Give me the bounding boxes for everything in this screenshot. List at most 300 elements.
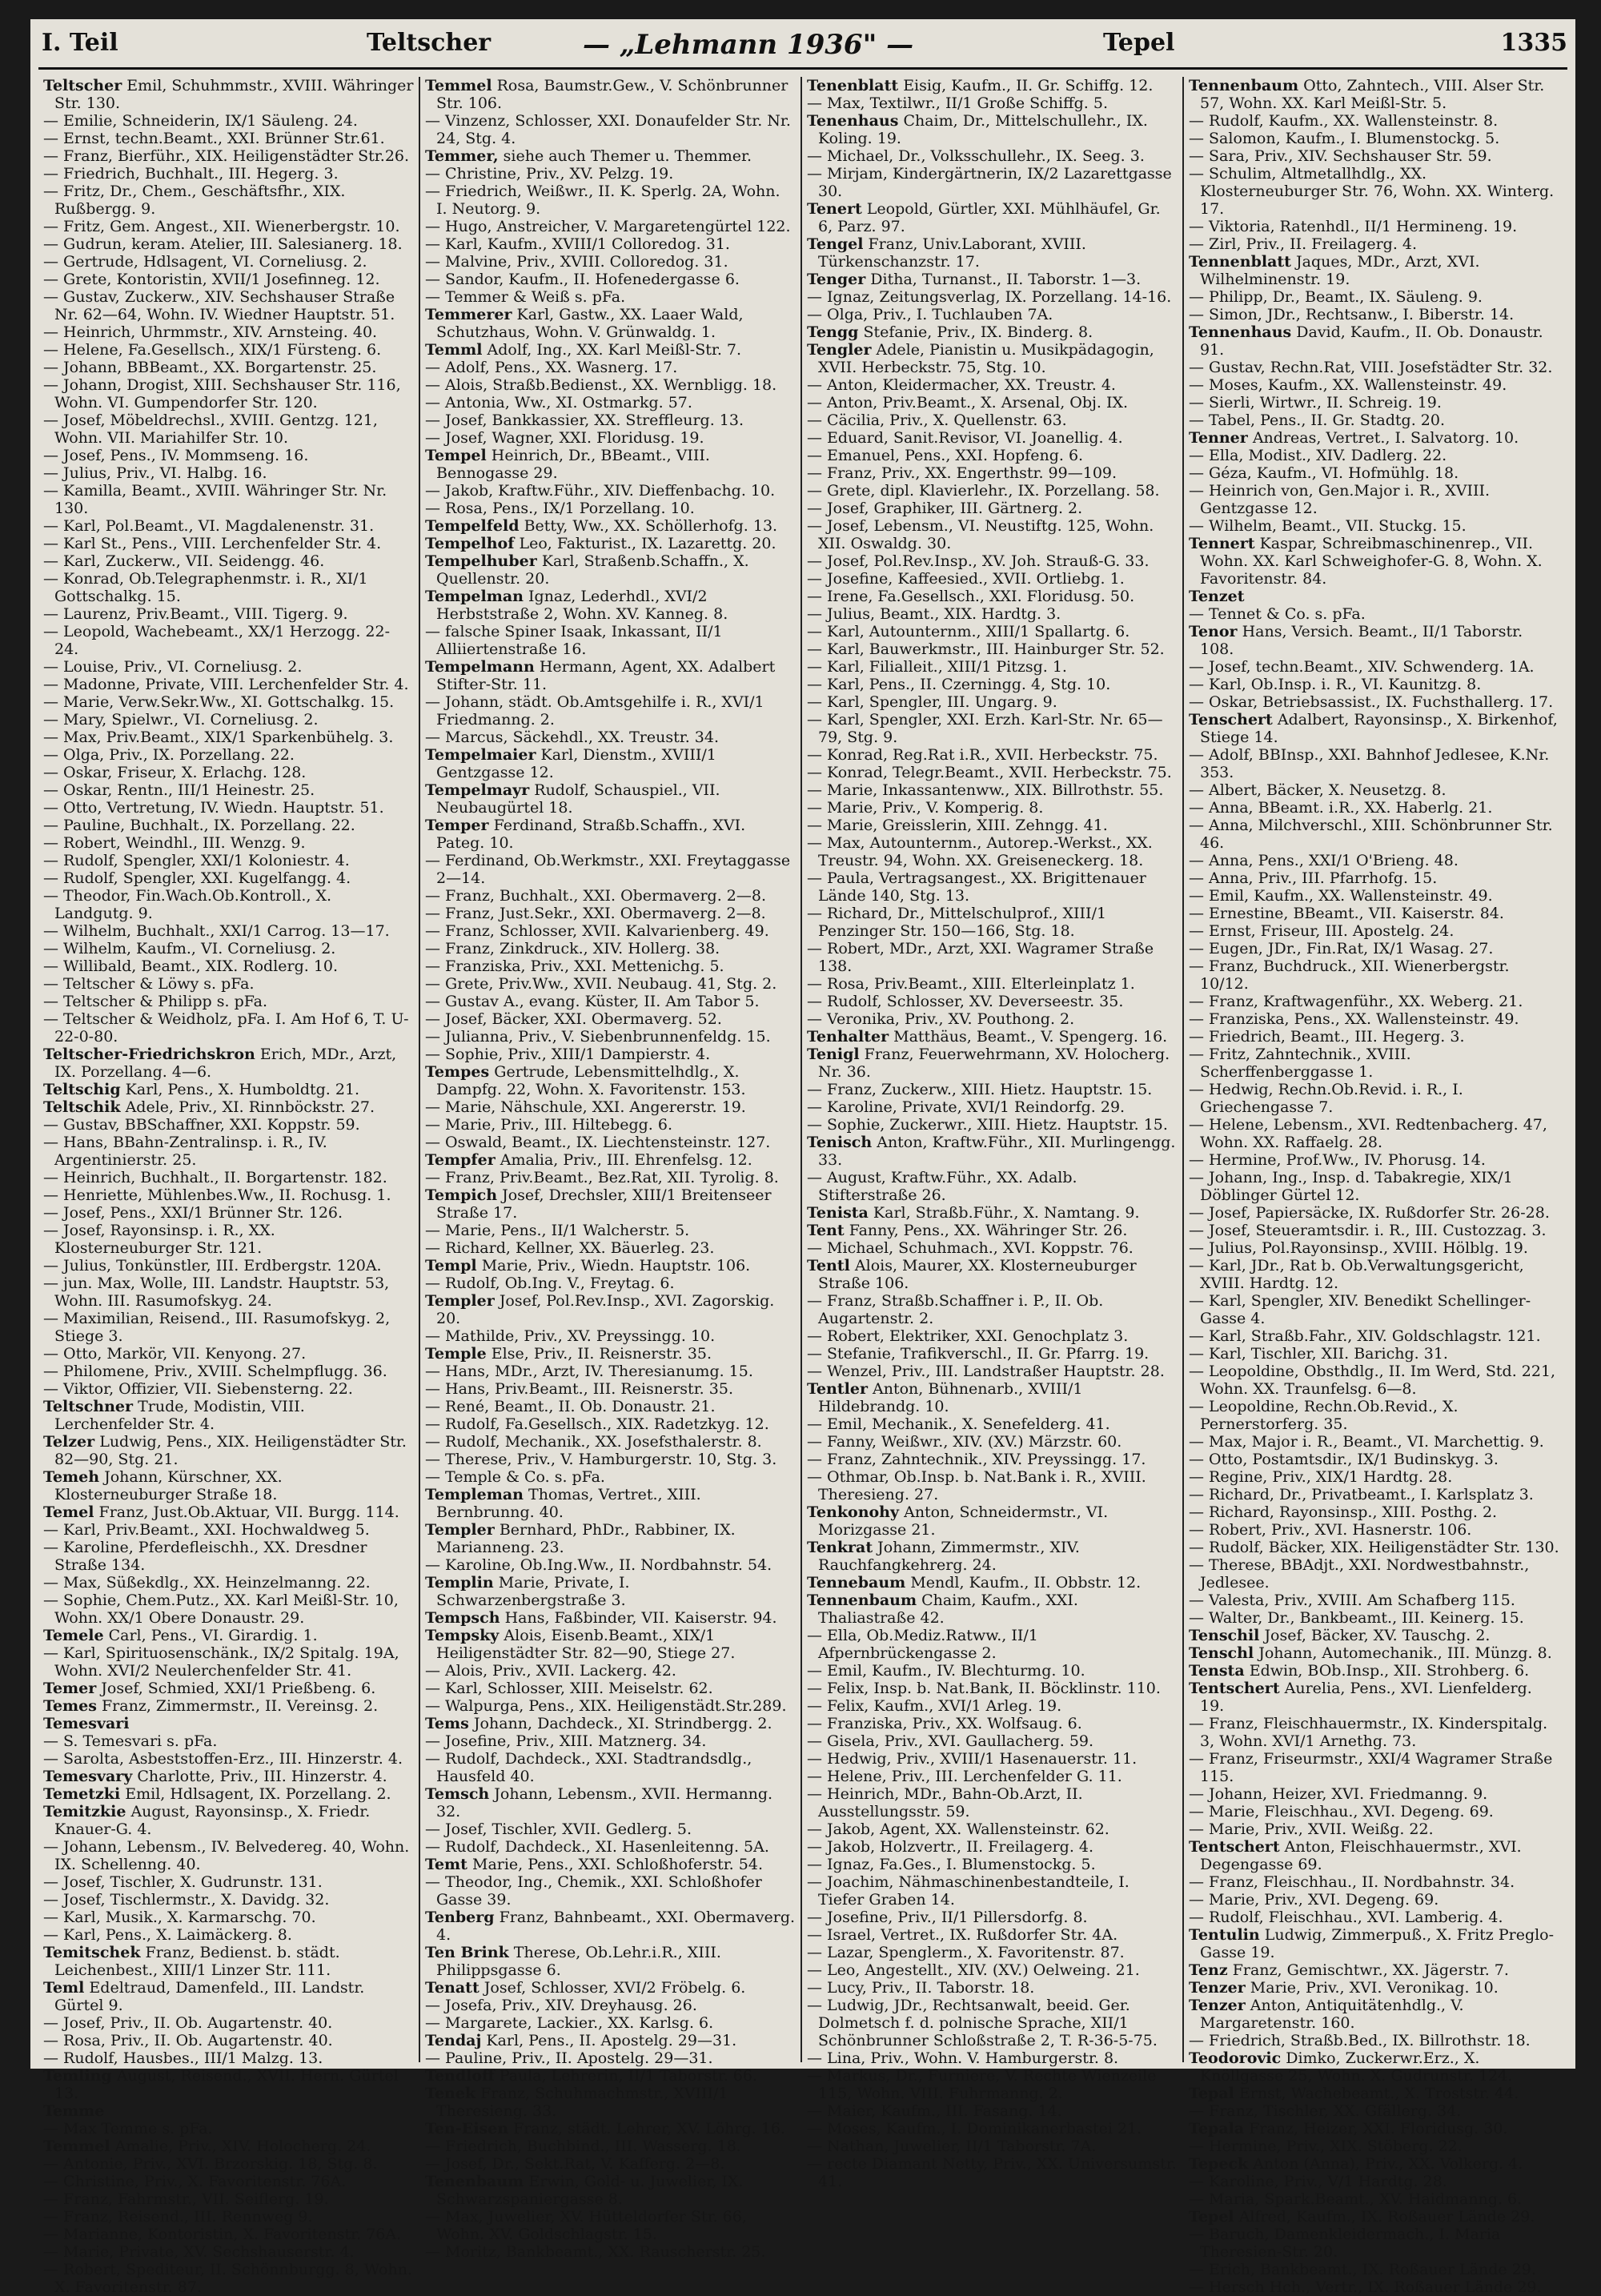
directory-entry: [425, 2173, 796, 2208]
entry-text: — Robert, MDr., Arzt, XXI. Wagramer Straße 138.: [807, 940, 1154, 975]
entry-text: — Olga, Priv., IX. Porzellang. 22.: [43, 746, 295, 764]
entry-text: — Christine, Priv., X. Favoritenstr. 76A.: [43, 2173, 347, 2190]
entry-text: — Anna, Milchverschl., XIII. Schönbrunner Str. 46.: [1189, 817, 1553, 852]
directory-entry: [43, 2102, 414, 2120]
directory-entry: [807, 1926, 1178, 1944]
entry-text: — Josef, Pens., XXI/1 Brünner Str. 126.: [43, 1204, 343, 1222]
entry-text: — Therese, Priv., V. Hamburgerstr. 10, Stg. 3.: [425, 1451, 777, 1468]
entry-text: — Friedrich, Buchhalt., III. Hegerg. 3.: [43, 165, 339, 183]
entry-text: — Leopoldine, Obsthdlg., II. Im Werd, Std. 221, Wohn. XX. Traunfelsg. 6—8.: [1189, 1363, 1556, 1398]
directory-entry: [807, 1327, 1178, 1345]
entry-text: — Josef, Pol.Rev.Insp., XV. Joh. Strauß-G. 33.: [807, 552, 1150, 570]
entry-text: — Oskar, Rentn., III/1 Heinestr. 25.: [43, 781, 315, 799]
entry-text: — Theodor, Fin.Wach.Ob.Kontroll., X. Landgutg. 9.: [43, 887, 332, 922]
directory-entry: [425, 658, 796, 693]
directory-entry: [807, 1732, 1178, 1750]
entry-text: Johann, Kürschner, XX. Klosterneuburger Straße 18.: [54, 1468, 283, 1503]
entry-text: Dimko, Zuckerwr.Erz., X. Knöllgasse 25, Wohn. X. Gudrunstr. 124.: [1200, 2049, 1513, 2085]
entry-text: — Konrad, Reg.Rat i.R., XVII. Herbeckstr. 75.: [807, 746, 1158, 764]
directory-entry: [807, 1680, 1178, 1697]
directory-entry: [807, 588, 1178, 605]
entry-text: — Emanuel, Pens., XXI. Hopfeng. 6.: [807, 447, 1084, 464]
entry-text: Betty, Ww., XX. Schöllerhofg. 13.: [524, 517, 778, 535]
entry-surname: Tennert: [1189, 535, 1255, 552]
directory-entry: [43, 1944, 414, 1979]
directory-entry: [1189, 253, 1561, 288]
entry-text: — Zirl, Priv., II. Freilagerg. 4.: [1189, 235, 1418, 253]
entry-text: — Joachim, Nähmaschinenbestandteile, I. Tiefer Graben 14.: [807, 1873, 1130, 1909]
entry-text: — Felix, Kaufm., XVI/1 Arleg. 19.: [807, 1697, 1062, 1715]
directory-entry: [807, 975, 1178, 993]
entry-text: — Grete, Kontoristin, XVII/1 Josefinneg. 12.: [43, 271, 380, 288]
entry-text: — Jakob, Holzvertr., II. Freilagerg. 4.: [807, 1838, 1094, 1856]
entry-text: — Franz, Reisend., III. Rennweg 9.: [43, 2208, 313, 2226]
entry-text: — Rudolf, Bäcker, XIX. Heiligenstädter Str. 130.: [1189, 1539, 1559, 1556]
entry-text: — Rudolf, Dachdeck., XXI. Stadtrandsdlg., Hausfeld 40.: [425, 1750, 752, 1785]
entry-text: — Michael, Schuhmach., XVI. Koppstr. 76.: [807, 1239, 1134, 1257]
directory-entry: [425, 218, 796, 235]
entry-text: — Cäcilia, Priv., X. Quellenstr. 63.: [807, 411, 1067, 429]
directory-entry: [807, 1820, 1178, 1838]
entry-text: — Franz, Tischler, XX. Gfällerg. 34.: [1189, 2102, 1462, 2120]
entry-surname: Tenhalter: [807, 1028, 889, 1046]
directory-entry: [425, 1028, 796, 1046]
entry-text: — Josef, Lebensm., VI. Neustiftg. 125, Wohn. XII. Oswaldg. 30.: [807, 517, 1154, 552]
entry-text: Franz, Feuerwehrmann, XV. Holocherg. Nr. 36.: [818, 1046, 1170, 1081]
entry-text: — Teltscher & Löwy s. pFa.: [43, 975, 255, 993]
directory-entry: [43, 482, 414, 517]
directory-entry: [425, 1327, 796, 1345]
directory-entry: [1189, 676, 1561, 693]
entry-text: — Wilhelm, Beamt., VII. Stuckg. 15.: [1189, 517, 1467, 535]
directory-entry: [1189, 2032, 1561, 2049]
entry-text: — Willibald, Beamt., XIX. Rodlerg. 10.: [43, 957, 339, 975]
directory-entry: [1189, 1592, 1561, 1609]
entry-surname: Tenberg: [425, 1909, 495, 1926]
directory-entry: [425, 1662, 796, 1680]
entry-text: — Albert, Bäcker, X. Neusetzg. 8.: [1189, 781, 1447, 799]
entry-text: Ernst, Wachebeamt., X. Troststr. 44.: [1238, 2085, 1519, 2102]
entry-text: — Johann, Heizer, XVI. Friedmanng. 9.: [1189, 1785, 1488, 1803]
directory-entry: [43, 1186, 414, 1204]
directory-entry: [1189, 922, 1561, 940]
entry-surname: Tent: [807, 1222, 845, 1239]
directory-entry: [1189, 693, 1561, 711]
directory-entry: [807, 1257, 1178, 1292]
entry-text: — Marie, Greisslerin, XIII. Zehngg. 41.: [807, 817, 1108, 834]
entry-text: Anton, Antiquitätenhdlg., V. Margaretenstr. 160.: [1200, 1997, 1464, 2032]
entry-text: Marie, Priv., XVI. Veronikag. 10.: [1250, 1979, 1499, 1997]
entry-text: Emil, Hdlsagent, IX. Porzellang. 2.: [125, 1785, 391, 1803]
entry-text: Karl, Straßb.Führ., X. Namtang. 9.: [873, 1204, 1140, 1222]
directory-entry: [807, 869, 1178, 905]
entry-text: — Adolf, BBInsp., XXI. Bahnhof Jedlesee, K.Nr. 353.: [1189, 746, 1550, 781]
entry-text: — Josefine, Priv., XIII. Matznerg. 34.: [425, 1732, 707, 1750]
entry-surname: Temer: [43, 1680, 97, 1697]
directory-entry: [1189, 1997, 1561, 2032]
entry-surname: Temel: [43, 1503, 94, 1521]
entry-text: — Franz, Fahrmstr., VII. Seiflerg. 19.: [43, 2190, 329, 2208]
entry-text: siehe auch Themer u. Themmer.: [503, 147, 752, 165]
entry-text: — Gustav, Zuckerw., XIV. Sechshauser Straße Nr. 62—64, Wohn. IV. Wiedner Hauptstr. 51.: [43, 288, 395, 323]
directory-entry: [425, 341, 796, 359]
entry-text: — Karl, Priv.Beamt., XXI. Hochwaldweg 5.: [43, 1521, 370, 1539]
entry-text: — Kamilla, Beamt., XVIII. Währinger Str. Nr. 130.: [43, 482, 387, 517]
directory-entry: [807, 1010, 1178, 1028]
entry-text: — Sara, Priv., XIV. Sechshauser Str. 59.: [1189, 147, 1492, 165]
directory-entry: [425, 1098, 796, 1116]
entry-text: — Karl, Pol.Beamt., VI. Magdalenenstr. 31.: [43, 517, 375, 535]
directory-entry: [43, 1627, 414, 1644]
entry-surname: Tenzer: [1189, 1997, 1246, 2014]
entry-surname: Temmel: [43, 2137, 110, 2155]
directory-entry: [1189, 711, 1561, 746]
directory-entry: [1189, 2049, 1561, 2085]
directory-entry: [425, 852, 796, 887]
entry-surname: Tentler: [807, 1380, 868, 1398]
directory-entry: [43, 359, 414, 376]
entry-text: Josef, Schlosser, XVI/2 Fröbelg. 6.: [484, 1979, 746, 1997]
directory-entry: [1189, 1292, 1561, 1327]
directory-entry: [425, 1680, 796, 1697]
directory-entry: [1189, 288, 1561, 306]
directory-entry: [43, 1363, 414, 1380]
directory-entry: [43, 2067, 414, 2102]
entry-text: Else, Priv., II. Reisnerstr. 35.: [491, 1345, 712, 1363]
entry-surname: Temetzki: [43, 1785, 121, 1803]
directory-entry: [425, 2120, 796, 2137]
entry-text: — Otto, Markör, VII. Kenyong. 27.: [43, 1345, 307, 1363]
directory-entry: [43, 447, 414, 464]
entry-text: — Alois, Priv., XVII. Lackerg. 42.: [425, 1662, 676, 1680]
directory-entry: [1189, 1151, 1561, 1169]
entry-text: — Moses, Kaufm., XX. Wallensteinstr. 49.: [1189, 376, 1507, 394]
directory-entry: [425, 623, 796, 658]
entry-text: — Margarete, Lackier., XX. Karlsg. 6.: [425, 2014, 714, 2032]
directory-entry: [807, 341, 1178, 376]
directory-entry: [43, 1768, 414, 1785]
entry-surname: Tempelmaier: [425, 746, 536, 764]
entry-text: Marie, Pens., XXI. Schloßhoferstr. 54.: [471, 1856, 763, 1873]
entry-text: Josef, Drechsler, XIII/1 Breitenseer Straße 17.: [436, 1186, 772, 1222]
entry-text: — Hugo, Anstreicher, V. Margaretengürtel 122.: [425, 218, 791, 235]
directory-entry: [43, 887, 414, 922]
directory-entry: [1189, 1503, 1561, 1521]
entry-text: — Fritz, Gem. Angest., XII. Wienerbergstr. 10.: [43, 218, 400, 235]
directory-entry: [807, 993, 1178, 1010]
directory-entry: [807, 1873, 1178, 1909]
directory-entry: [425, 1292, 796, 1327]
directory-entry: [425, 2155, 796, 2173]
entry-text: — Teltscher & Philipp s. pFa.: [43, 993, 268, 1010]
entry-surname: Templ: [425, 1257, 477, 1274]
entry-surname: Temeh: [43, 1468, 100, 1486]
directory-entry: [1189, 1169, 1561, 1204]
directory-entry: [807, 2102, 1178, 2120]
directory-entry: [807, 1838, 1178, 1856]
entry-text: — Josef, Graphiker, III. Gärtnerg. 2.: [807, 500, 1083, 517]
directory-entry: [43, 288, 414, 323]
directory-entry: [1189, 957, 1561, 993]
entry-text: Edwin, BOb.Insp., XII. Strohberg. 6.: [1249, 1662, 1530, 1680]
entry-text: — Tabel, Pens., II. Gr. Stadtg. 20.: [1189, 411, 1445, 429]
directory-entry: [425, 77, 796, 112]
directory-entry: [43, 781, 414, 799]
directory-entry: [807, 817, 1178, 834]
entry-text: Karl, Pens., II. Apostelg. 29—31.: [486, 2032, 737, 2049]
entry-text: — Mary, Spielwr., VI. Corneliusg. 2.: [43, 711, 319, 729]
last-surname-header: Tepel: [1103, 29, 1175, 57]
directory-entry: [43, 834, 414, 852]
entry-text: — Grete, Priv.Ww., XVII. Neubaug. 41, Stg. 2.: [425, 975, 777, 993]
entry-text: — Marie, Priv., XVII. Weißg. 22.: [1189, 1820, 1434, 1838]
directory-entry: [1189, 1609, 1561, 1627]
directory-entry: [43, 2208, 414, 2226]
entry-text: — Marie, Priv., III. Hiltebegg. 6.: [425, 1116, 672, 1134]
directory-entry: [807, 746, 1178, 764]
entry-text: Anton, Schneidermstr., VI. Morizgasse 21.: [818, 1503, 1109, 1539]
directory-entry: [425, 2243, 796, 2261]
directory-entry: [43, 2137, 414, 2155]
entry-text: — Adolf, Pens., XX. Wasnerg. 17.: [425, 359, 678, 376]
directory-entry: [43, 218, 414, 235]
entry-text: — Emilie, Schneiderin, IX/1 Säuleng. 24.: [43, 112, 358, 130]
directory-entry: [807, 2120, 1178, 2137]
entry-text: — Julianna, Priv., V. Siebenbrunnenfeldg. 15.: [425, 1028, 771, 1046]
directory-entry: [1189, 1010, 1561, 1028]
directory-entry: [807, 1503, 1178, 1539]
directory-entry: [43, 1873, 414, 1891]
directory-entry: [43, 869, 414, 887]
directory-entry: [807, 676, 1178, 693]
directory-entry: [1189, 1539, 1561, 1556]
directory-entry: [1189, 2137, 1561, 2155]
entry-surname: Temmer,: [425, 147, 499, 165]
entry-text: — Lucy, Priv., II. Taborstr. 18.: [807, 1979, 1035, 1997]
directory-entry: [807, 500, 1178, 517]
entry-text: Kaspar, Schreibmaschinenrep., VII. Wohn. XX. Karl Schweighofer-G. 8, Wohn. X. Favoritenstr. 84.: [1200, 535, 1543, 588]
entry-text: — Christine, Priv., XV. Pelzg. 19.: [425, 165, 674, 183]
entry-text: — Franz, Buchdruck., XII. Wienerbergstr. 10/12.: [1189, 957, 1510, 993]
directory-entry: [43, 165, 414, 183]
directory-entry: [43, 1503, 414, 1521]
entry-surname: Temes: [43, 1697, 97, 1715]
directory-entry: [43, 817, 414, 834]
directory-entry: [43, 711, 414, 729]
directory-entry: [43, 1803, 414, 1838]
entry-text: — Karl, Straßb.Fahr., XIV. Goldschlagstr. 121.: [1189, 1327, 1541, 1345]
entry-surname: Temml: [425, 341, 483, 359]
directory-entry: [1189, 1680, 1561, 1715]
directory-entry: [807, 1081, 1178, 1098]
entry-text: Johann, Dachdeck., XI. Strindbergg. 2.: [473, 1715, 772, 1732]
entry-text: — Julius, Priv., VI. Halbg. 16.: [43, 464, 267, 482]
entry-text: — Johann, Ing., Insp. d. Tabakregie, XIX/1 Döblinger Gürtel 12.: [1189, 1169, 1513, 1204]
directory-entry: [807, 1363, 1178, 1380]
directory-entry: [807, 235, 1178, 271]
directory-entry: [425, 2014, 796, 2032]
directory-entry: [1189, 905, 1561, 922]
directory-entry: [43, 940, 414, 957]
directory-entry: [807, 1997, 1178, 2049]
directory-entry: [807, 1856, 1178, 1873]
directory-entry: [1189, 588, 1561, 605]
entry-text: — Josef, Bankkassier, XX. Streffleurg. 13.: [425, 411, 744, 429]
first-surname-header: Teltscher: [367, 29, 492, 57]
directory-entry: [43, 130, 414, 147]
entry-text: Edeltraud, Damenfeld., III. Landstr. Gürtel 9.: [54, 1979, 365, 2014]
entry-text: — Richard, Rayonsinsp., XIII. Posthg. 2.: [1189, 1503, 1498, 1521]
directory-entry: [807, 1380, 1178, 1415]
directory-entry: [1189, 1909, 1561, 1926]
entry-text: Erich, MDr., Arzt, IX. Porzellang. 4—6.: [54, 1046, 397, 1081]
entry-text: — Franz, Friseurmstr., XXI/4 Wagramer Straße 115.: [1189, 1750, 1553, 1785]
entry-text: Franz, Gemischtwr., XX. Jägerstr. 7.: [1232, 1961, 1509, 1979]
entry-text: — Rudolf, Ob.Ing. V., Freytag. 6.: [425, 1274, 675, 1292]
entry-text: — Franz, Zahntechnik., XIV. Preyssingg. 17.: [807, 1451, 1146, 1468]
entry-text: Karl, Dienstm., XVIII/1 Gentzgasse 12.: [436, 746, 716, 781]
entry-text: — Paula, Vertragsangest., XX. Brigittenauer Lände 140, Stg. 13.: [807, 869, 1146, 905]
directory-entry: [807, 464, 1178, 482]
entry-text: — Julius, Tonkünstler, III. Erdbergstr. 120A.: [43, 1257, 382, 1274]
entry-text: — jun. Max, Wolle, III. Landstr. Hauptstr. 53, Wohn. III. Rasumofskyg. 24.: [43, 1274, 390, 1310]
directory-entry: [425, 1574, 796, 1609]
entry-surname: Temme: [43, 2102, 105, 2120]
directory-entry: [425, 253, 796, 271]
directory-entry: [425, 517, 796, 535]
directory-entry: [425, 1345, 796, 1363]
entry-text: — Marianne, Kontoristin, X. Favoritenstr. 76A.: [43, 2226, 402, 2243]
entry-text: — Johann, BBBeamt., XX. Borgartenstr. 25.: [43, 359, 377, 376]
directory-entry: [43, 1697, 414, 1715]
entry-text: — Sophie, Chem.Putz., XX. Karl Meißl-Str. 10, Wohn. XX/1 Obere Donaustr. 29.: [43, 1592, 399, 1627]
column-3: [802, 77, 1184, 2190]
entry-text: Rosa, Baumstr.Gew., V. Schönbrunner Str. 106.: [436, 77, 788, 112]
directory-entry: [43, 2190, 414, 2208]
directory-entry: [425, 1697, 796, 1715]
directory-entry: [425, 1274, 796, 1292]
directory-entry: [1189, 1327, 1561, 1345]
directory-entry: [1189, 447, 1561, 464]
entry-text: Bernhard, PhDr., Rabbiner, IX. Marianneng. 23.: [436, 1521, 736, 1556]
entry-text: — Pauline, Priv., II. Apostelg. 29—31.: [425, 2049, 713, 2067]
directory-entry: [43, 1521, 414, 1539]
directory-entry: [43, 2226, 414, 2243]
entry-surname: Tengel: [807, 235, 864, 253]
entry-text: — Tennet & Co. s. pFa.: [1189, 605, 1366, 623]
directory-entry: [43, 1010, 414, 1046]
directory-entry: [1189, 1081, 1561, 1116]
entry-text: Josef, Pol.Rev.Insp., XVI. Zagorskig. 20.: [436, 1292, 775, 1327]
directory-entry: [807, 1785, 1178, 1820]
entry-surname: Ten-Eisen: [425, 2120, 509, 2137]
entry-text: Charlotte, Priv., III. Hinzerstr. 4.: [137, 1768, 387, 1785]
entry-surname: Tenenhaus: [807, 112, 899, 130]
entry-text: — Franz, Buchhalt., XXI. Obermaverg. 2—8.: [425, 887, 766, 905]
entry-text: — Emil, Kaufm., IV. Blechturmg. 10.: [807, 1662, 1085, 1680]
directory-entry: [43, 1081, 414, 1098]
entry-text: — Josef, Rayonsinsp. i. R., XX. Klosterneuburger Str. 121.: [43, 1222, 275, 1257]
entry-text: Chaim, Dr., Mittelschullehr., IX. Koling. 19.: [818, 112, 1148, 147]
directory-entry: [807, 905, 1178, 940]
directory-entry: [425, 1732, 796, 1750]
entry-text: — Moses, Kaufm., I. Dominikanerbastei 21.: [807, 2120, 1142, 2137]
entry-text: — Leopold, Wachebeamt., XX/1 Herzogg. 22-24.: [43, 623, 391, 658]
entry-surname: Tempelmayr: [425, 781, 530, 799]
directory-title: — „Lehmann 1936" —: [583, 29, 914, 61]
entry-text: — Ignaz, Fa.Ges., I. Blumenstockg. 5.: [807, 1856, 1096, 1873]
directory-entry: [43, 183, 414, 218]
entry-text: — Konrad, Ob.Telegraphenmstr. i. R., XI/1 Gottschalkg. 15.: [43, 570, 368, 605]
entry-text: Therese, Ob.Lehr.i.R., XIII. Philippsgasse 6.: [436, 1944, 721, 1979]
entry-text: — Antonie, Priv., XVI. Brzorskig. 18, Stg. 8.: [43, 2155, 378, 2173]
directory-entry: [425, 1151, 796, 1169]
entry-text: — Johann, Lebensm., IV. Belvedereg. 40, Wohn. IX. Schellenng. 40.: [43, 1838, 410, 1873]
directory-entry: [807, 552, 1178, 570]
directory-entry: [807, 781, 1178, 799]
entry-text: — Karl, Spengler, XXI. Erzh. Karl-Str. Nr. 65—79, Stg. 9.: [807, 711, 1163, 746]
entry-text: — Robert, Weindhl., III. Wenzg. 9.: [43, 834, 306, 852]
directory-entry: [1189, 1979, 1561, 1997]
entry-text: — Anton, Priv.Beamt., X. Arsenal, Obj. IX.: [807, 394, 1129, 411]
directory-entry: [43, 1257, 414, 1274]
entry-text: — Oskar, Betriebsassist., IX. Fuchsthallerg. 17.: [1189, 693, 1554, 711]
directory-entry: [43, 729, 414, 746]
entry-surname: Temele: [43, 1627, 104, 1644]
entry-text: — Anna, Priv., III. Pfarrhofg. 15.: [1189, 869, 1438, 887]
directory-entry: [425, 1433, 796, 1451]
entry-surname: Temt: [425, 1856, 467, 1873]
directory-entry: [807, 306, 1178, 323]
directory-entry: [1189, 1451, 1561, 1468]
directory-entry: [1189, 623, 1561, 658]
entry-text: Trude, Modistin, VIII. Lerchenfelder Str. 4.: [54, 1398, 305, 1433]
directory-entry: [807, 147, 1178, 165]
entry-text: — Anna, BBeamt. i.R., XX. Haberlg. 21.: [1189, 799, 1493, 817]
directory-entry: [43, 1134, 414, 1169]
entry-text: Johann, Zimmermstr., XIV. Rauchfangkehrerg. 24.: [818, 1539, 1080, 1574]
entry-surname: Tennenbaum: [807, 1592, 917, 1609]
entry-surname: Tempelman: [425, 588, 524, 605]
directory-entry: [1189, 1222, 1561, 1239]
entry-text: — Hedwig, Rechn.Ob.Revid. i. R., I. Griechengasse 7.: [1189, 1081, 1463, 1116]
directory-entry: [1189, 1433, 1561, 1451]
directory-entry: [43, 1398, 414, 1433]
directory-entry: [43, 1785, 414, 1803]
directory-entry: [1189, 130, 1561, 147]
directory-entry: [425, 429, 796, 447]
entry-text: — Fanny, Weißwr., XIV. (XV.) Märzstr. 60.: [807, 1433, 1122, 1451]
entry-text: — Karl, Tischler, XII. Barichg. 31.: [1189, 1345, 1448, 1363]
directory-entry: [1189, 1803, 1561, 1820]
entry-text: — Marcus, Säckehdl., XX. Treustr. 34.: [425, 729, 719, 746]
directory-entry: [425, 359, 796, 376]
directory-entry: [425, 1415, 796, 1433]
directory-entry: [43, 464, 414, 482]
directory-entry: [1189, 1363, 1561, 1398]
directory-entry: [1189, 535, 1561, 588]
directory-entry: [43, 1116, 414, 1134]
directory-entry: [807, 394, 1178, 411]
entry-text: — Heinrich, Buchhalt., II. Borgartenstr. 182.: [43, 1169, 387, 1186]
entry-text: — Max, Textilwr., II/1 Große Schiffg. 5.: [807, 94, 1108, 112]
directory-entry: [43, 1433, 414, 1468]
directory-entry: [425, 1398, 796, 1415]
entry-surname: Tempelhuber: [425, 552, 537, 570]
directory-entry: [807, 447, 1178, 464]
directory-entry: [1189, 235, 1561, 253]
entry-text: — Leopoldine, Rechn.Ob.Revid., X. Pernerstorferg. 35.: [1189, 1398, 1459, 1433]
